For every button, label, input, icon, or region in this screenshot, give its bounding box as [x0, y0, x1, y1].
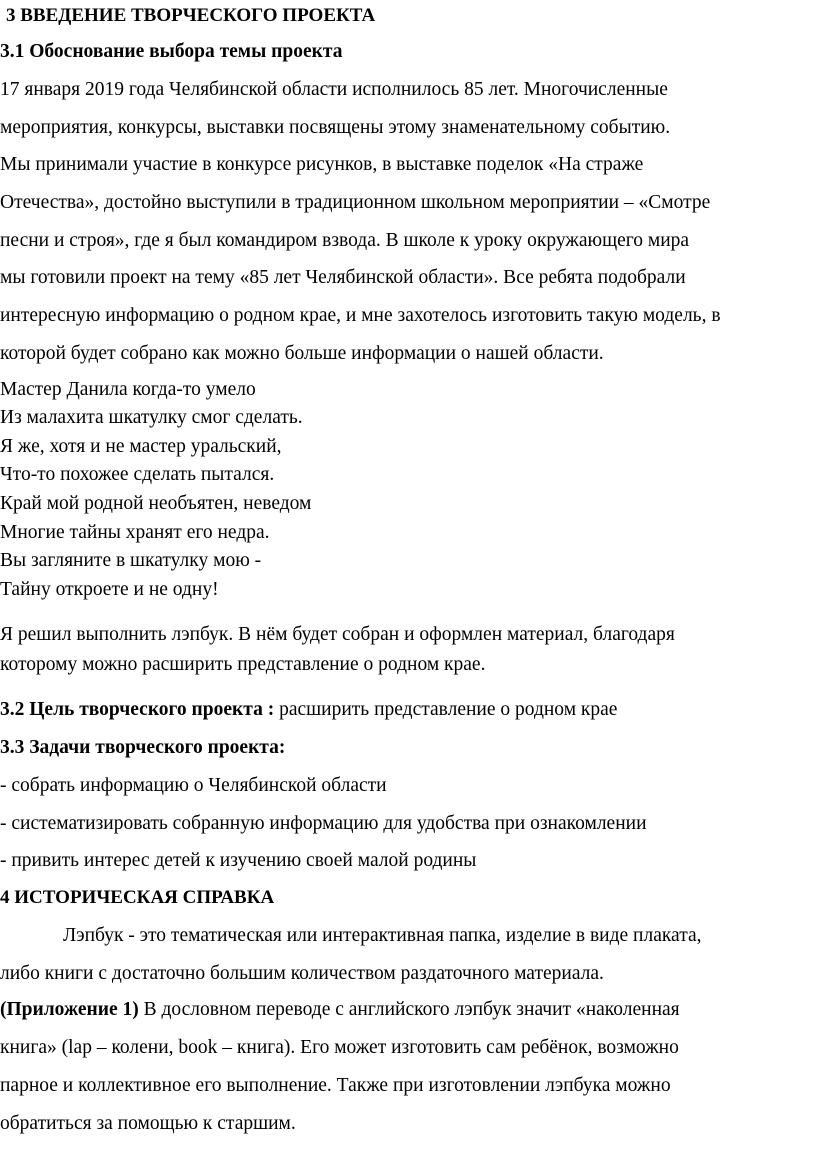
paragraph-line: Отечества», достойно выступили в традиционном школьном мероприятии – «Смотре [0, 192, 711, 213]
section-4-heading: 4 ИСТОРИЧЕСКАЯ СПРАВКА [0, 887, 275, 908]
poem-line: Тайну откроете и не одну! [0, 579, 219, 600]
poem-line: Я же, хотя и не мастер уральский, [0, 436, 282, 457]
subsection-3-2 [0, 700, 617, 720]
subsection-3-3-heading: 3.3 Задачи творческого проекта: [0, 737, 286, 758]
paragraph-line: либо книги с достаточно большим количеством раздаточного материала. [0, 963, 604, 984]
paragraph-line: которому можно расширить представление о родном крае. [0, 654, 486, 675]
paragraph-line: песни и строя», где я был командиром взвода. В школе к уроку окружающего мира [0, 230, 690, 251]
subsection-3-1-heading: 3.1 Обоснование выбора темы проекта [0, 41, 343, 62]
paragraph-line: 17 января 2019 года Челябинской области исполнилось 85 лет. Многочисленные [0, 79, 668, 100]
appendix-reference: (Приложение 1) [0, 999, 139, 1020]
paragraph-line: обратиться за помощью к старшим. [0, 1113, 296, 1134]
paragraph-line: Я решил выполнить лэпбук. В нём будет собран и оформлен материал, благодаря [0, 624, 675, 645]
paragraph-line: книга» (lap – колени, book – книга). Его может изготовить сам ребёнок, возможно [0, 1037, 679, 1058]
poem-line: Из малахита шкатулку смог сделать. [0, 407, 303, 428]
paragraph-line: мы готовили проект на тему «85 лет Челябинской области». Все ребята подобрали [0, 267, 686, 288]
poem-line: Край мой родной необъятен, неведом [0, 493, 312, 514]
task-item: - систематизировать собранную информацию для удобства при ознакомлении [0, 813, 647, 834]
section-3-heading: 3 ВВЕДЕНИЕ ТВОРЧЕСКОГО ПРОЕКТА [6, 5, 376, 26]
paragraph-line: интересную информацию о родном крае, и мне захотелось изготовить такую модель, в [0, 305, 721, 326]
appendix-line-text: В дословном переводе с английского лэпбук значит «наколенная [138, 999, 680, 1020]
poem-line: Вы загляните в шкатулку мою - [0, 550, 262, 571]
paragraph-line: парное и коллективное его выполнение. Также при изготовлении лэпбука можно [0, 1075, 671, 1096]
task-item: - собрать информацию о Челябинской области [0, 775, 387, 796]
subsection-3-2-heading: 3.2 Цель творческого проекта : [0, 699, 275, 720]
task-item: - привить интерес детей к изучению своей малой родины [0, 850, 477, 871]
poem-line: Многие тайны хранят его недра. [0, 522, 270, 543]
subsection-3-2-text: расширить представление о родном крае [274, 699, 618, 720]
paragraph-line: которой будет собрано как можно больше информации о нашей области. [0, 343, 604, 364]
paragraph-line: мероприятия, конкурсы, выставки посвящены этому знаменательному событию. [0, 117, 671, 138]
poem-line: Мастер Данила когда-то умело [0, 379, 256, 400]
paragraph-line: Мы принимали участие в конкурсе рисунков, в выставке поделок «На страже [0, 154, 644, 175]
paragraph-line: Лэпбук - это тематическая или интерактивная папка, изделие в виде плаката, [63, 925, 702, 946]
paragraph-line [0, 1000, 680, 1020]
poem-line: Что-то похожее сделать пытался. [0, 464, 275, 485]
